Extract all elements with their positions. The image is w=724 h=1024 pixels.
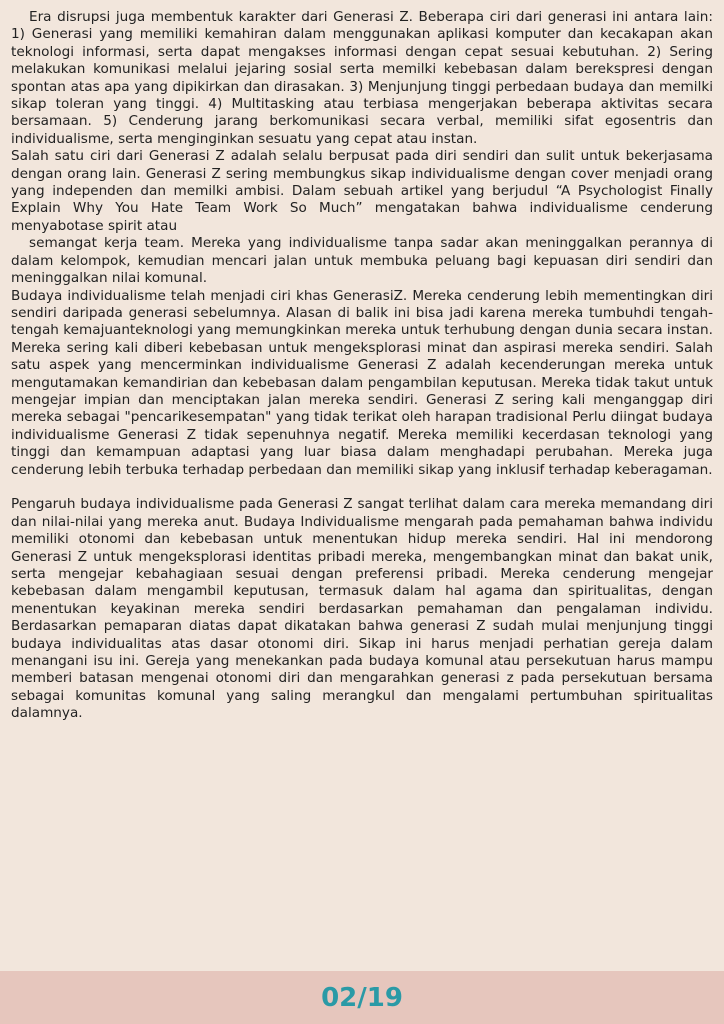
paragraph-self-centered: Salah satu ciri dari Generasi Z adalah selalu berpusat pada diri sendiri dan sulit untuk bekerjasama dengan orang lain. Generasi Z sering membungkus sikap individualisme dengan cover menjadi orang yang independen dan memilki ambisi. Dalam sebuah artikel yang berjudul “A Psychologist Finally Explain Why You Hate Team Work So Much” mengatakan bahwa individualisme cenderung menyabotase spirit atau [11,148,713,234]
paragraph-individualism-culture: Budaya individualisme telah menjadi ciri khas GenerasiZ. Mereka cenderung lebih mementingkan diri sendiri daripada generasi sebelumnya. Alasan di balik ini bisa jadi karena mereka tumbuhdi tengah-tengah kemajuanteknologi yang memungkinkan mereka untuk terhubung dengan dunia secara instan. Mereka sering kali diberi kebebasan untuk mengeksplorasi minat dan aspirasi mereka sendiri. Salah satu aspek yang mencerminkan individualisme Generasi Z adalah kecenderungan mereka untuk mengutamakan kemandirian dan kebebasan dalam pengambilan keputusan. Mereka tidak takut untuk mengejar impian dan menciptakan jalan mereka sendiri. Generasi Z sering kali menganggap diri mereka sebagai "pencarikesempatan" yang tidak terikat oleh harapan tradisional Perlu diingat budaya individualisme Generasi Z tidak sepenuhnya negatif. Mereka memiliki kecerdasan teknologi yang tinggi dan kemampuan adaptasi yang luar biasa dalam menghadapi perubahan. Mereka juga cenderung lebih terbuka terhadap perbedaan dan memiliki sikap yang inklusif terhadap keberagaman. [11,287,713,478]
paragraph-generasi-z-traits: Era disrupsi juga membentuk karakter dari Generasi Z. Beberapa ciri dari generasi ini antara lain: 1) Generasi yang memiliki kemahiran dalam menggunakan aplikasi komputer dan kecakapan akan teknologi informasi, serta dapat mengakses informasi dengan cepat sesuai kebutuhan. 2) Sering melakukan komunikasi melalui jejaring sosial serta memilki kebebasan dalam berekspresi dengan spontan atas apa yang dipikirkan dan dirasakan. 3) Menjunjung tinggi perbedaan budaya dan memilki sikap toleran yang tinggi. 4) Multitasking atau terbiasa mengerjakan beberapa aktivitas secara bersamaan. 5) Cenderung jarang berkomunikasi secara verbal, memiliki sifat egosentris dan individualisme, serta menginginkan sesuatu yang cepat atau instan. [11,9,713,147]
article-body [11,9,713,723]
page-number: 02/19 [321,982,403,1013]
paragraph-influence-church: Pengaruh budaya individualisme pada Generasi Z sangat terlihat dalam cara mereka memandang diri dan nilai-nilai yang mereka anut. Budaya Individualisme mengarah pada pemahaman bahwa individu memiliki otonomi dan kebebasan untuk menentukan hidup mereka sendiri. Hal ini mendorong Generasi Z untuk mengeksplorasi identitas pribadi mereka, mengembangkan minat dan bakat unik, serta mengejar kebahagiaan sesuai dengan preferensi pribadi. Mereka cenderung mengejar kebebasan dalam mengambil keputusan, termasuk dalam hal agama dan spiritualitas, dengan menentukan keyakinan mereka sendiri berdasarkan pemahaman dan pengalaman individu. Berdasarkan pemaparan diatas dapat dikatakan bahwa generasi Z sudah mulai menjunjung tinggi budaya individualitas atas dasar otonomi diri. Sikap ini harus menjadi perhatian gereja dalam menangani isu ini. Gereja yang menekankan pada budaya komunal atau persekutuan harus mampu memberi batasan mengenai otonomi diri dan mengarahkan generasi z pada persekutuan bersama sebagai komunitas komunal yang saling merangkul dan mengalami pertumbuhan spiritualitas dalamnya. [11,496,713,722]
page-footer [0,971,724,1024]
paragraph-team-spirit: semangat kerja team. Mereka yang individualisme tanpa sadar akan meninggalkan perannya di dalam kelompok, kemudian mencari jalan untuk membuka peluang bagi kepuasan diri sendiri dan meninggalkan nilai komunal. [11,235,713,287]
